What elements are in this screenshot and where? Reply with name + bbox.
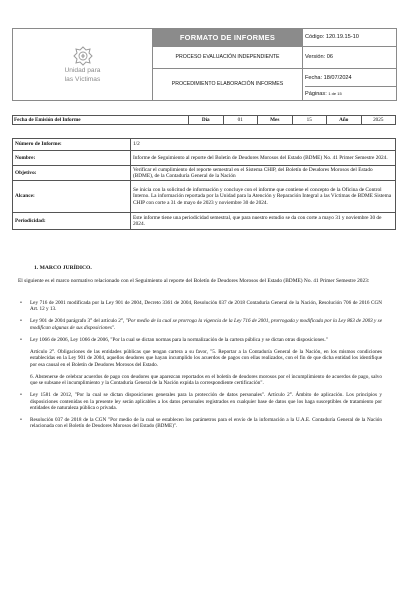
document-header	[12, 28, 397, 101]
year-label: Año	[327, 116, 362, 125]
doc-code: Código: 120.19.15-10	[303, 29, 397, 47]
report-name: Informe de Seguimiento al reporte del Boletín de Deudores Morosos del Estado (BDME) No. 41 Primer Semestre 2024.	[131, 151, 396, 166]
pages-label: Páginas:	[305, 90, 327, 97]
list-item-text: Ley 1066 de 2006, Ley 1066 de 2006, "Por la cual se dictan normas para la normalización de la cartera pública y se dictan otras disposiciones."	[30, 336, 328, 343]
institutional-seal-icon	[72, 46, 94, 66]
objective-text: Verificar el cumplimiento del reporte semestral en el Sistema CHIP, del Boletín de Deudores Morosos del Estado (BDME), de la Contaduría General de la Nación	[131, 166, 396, 181]
scope-text: Se inicia con la solicitud de información y concluye con el informe que contiene el concepto de la Oficina de Control Interno. La información reportada por la Unidad para la Atención y Reparación Integral a las Víctimas de BDME Sistema CHIP con corte a 31 de mayo de 2023 y noviembre 30 de 2024.	[131, 181, 396, 213]
intro-paragraph: El siguiente es el marco normativo relacionado con el Seguimiento al reporte del Boletín de Deudores Morosos del Estado (BDME) No. 41 Primer Semestre 2023:	[18, 278, 370, 284]
list-item	[20, 392, 382, 411]
list-item-text: Ley 716 de 2001 modificada por la Ley 901 de 2004, Decreto 3361 de 2004, Resolución 037 de 2018 Contaduría General de la Nación, Resolución 706 de 2016 CGN Art. 12 y 13.	[30, 300, 382, 313]
process-name: PROCESO EVALUACIÓN INDEPENDIENTE	[153, 47, 303, 69]
report-number-label: Número de Informe:	[13, 139, 131, 151]
procedure-name: PROCEDIMIENTO ELABORACIÓN INFORMES	[153, 69, 303, 101]
institution-logo	[13, 46, 152, 83]
logo-text-line2: las Víctimas	[64, 75, 101, 83]
bullet-icon: •	[20, 417, 22, 424]
bullet-icon: •	[20, 336, 22, 343]
year-value: 2025	[361, 116, 396, 125]
form-banner: FORMATO DE INFORMES	[153, 29, 303, 47]
doc-version: Versión: 06	[303, 47, 397, 69]
report-info-table	[12, 138, 396, 230]
issue-date-row	[12, 115, 396, 125]
scope-label: Alcance:	[13, 181, 131, 213]
list-item	[20, 417, 382, 430]
list-item-text: Ley 1581 de 2012, "Por la cual se dictan disposiciones generales para la protección de datos personales". Artículo 2°. Ámbito de aplicación. Los principios y disposiciones contenidas en la presente ley serán aplicables a los datos personales registrados en cualquier base de datos que los haga susceptibles de tratamiento por entidades de naturaleza pública o privada.	[30, 392, 382, 411]
periodicity-label: Periodicidad:	[13, 213, 131, 230]
issue-date-label: Fecha de Emisión del Informe	[13, 116, 189, 125]
month-label: Mes	[258, 116, 293, 125]
month-value: 15	[292, 116, 327, 125]
list-item	[20, 318, 382, 331]
legal-framework-list	[20, 300, 382, 436]
report-name-label: Nombre:	[13, 151, 131, 166]
bullet-icon: •	[20, 300, 22, 306]
objective-label: Objetivo:	[13, 166, 131, 181]
doc-date: Fecha: 18/07/2024	[305, 72, 396, 87]
periodicity-text: Este informe tiene una periodicidad semestral, que para nuestro estudio se da con corte a mayo 31 y noviembre 30 de 2024.	[131, 213, 396, 230]
bullet-icon: •	[20, 392, 22, 399]
day-label: Día	[189, 116, 224, 125]
logo-text-line1: Unidad para	[64, 67, 101, 75]
article-paragraph: Artículo 2°. Obligaciones de las entidades públicas que tengan cartera a su favor, "5. Reportar a la Contaduría General de la Nación, en los mismos condiciones establecidas en la Ley 901 de 2004, aquellos deudores que hayan incumplido los acuerdos de pagos con ellas realizados, con el fin de que dicha entidad los identifique por esa causal en el Boletín de Deudores Morosos del Estado.	[30, 349, 382, 368]
list-item-text: Resolución 037 de 2018 de la CGN "Por medio de la cual se establecen los parámetros para el envío de la información a la U.A.E. Contaduría General de la Nación relacionada con el Boletín de Deudores Morosos del Estado (BDME)".	[30, 417, 382, 430]
list-item-text: Ley 901 de 2004 parágrafo 3° del artículo 2°,	[30, 318, 126, 325]
section-title: 1. MARCO JURÍDICO.	[34, 265, 92, 271]
report-number: 1/2	[131, 139, 396, 151]
pages-value: 1 de 15	[328, 90, 342, 96]
list-item	[20, 300, 382, 313]
day-value: 01	[223, 116, 258, 125]
article-paragraph: 6. Abstenerse de celebrar acuerdos de pago con deudores que aparezcan reportados en el boletín de deudores morosos por el incumplimiento de acuerdos de pago, salvo que se subsane el incumplimiento y la Contaduría General de la Nación expida la correspondiente certificación".	[30, 373, 382, 387]
doc-pages	[305, 87, 396, 98]
list-item-quote: "Por medio de la cual se prorroga la vigencia de la Ley 716 de 2001, prorrogada y modificada por la Ley 863 de 2003 y se modifican algunas de sus disposiciones".	[30, 318, 382, 331]
logo-cell	[13, 29, 153, 101]
doc-date-pages	[303, 69, 397, 101]
bullet-icon: •	[20, 318, 22, 325]
list-item	[20, 336, 382, 343]
